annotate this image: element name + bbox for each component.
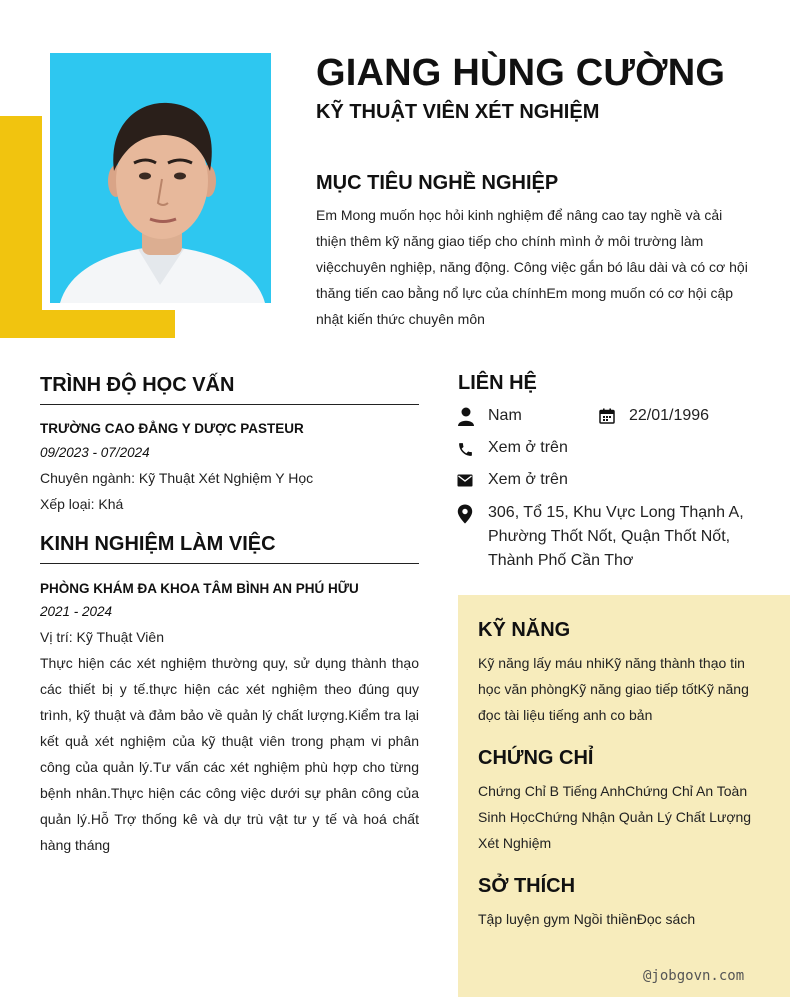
hobbies-heading: SỞ THÍCH xyxy=(478,875,576,897)
address-text: 306, Tổ 15, Khu Vực Long Thạnh A, Phường Thốt Nốt, Quận Thốt Nốt, Thành Phố Cần Thơ xyxy=(488,504,744,569)
person-icon xyxy=(457,407,475,425)
certificates-text: Chứng Chỉ B Tiếng AnhChứng Chỉ An Toàn Sinh HọcChứng Nhận Quản Lý Chất Lượng Xét Nghiệm xyxy=(478,783,752,851)
company-name: PHÒNG KHÁM ĐA KHOA TÂM BÌNH AN PHÚ HỮU xyxy=(40,581,359,596)
objective-heading: MỤC TIÊU NGHỀ NGHIỆP xyxy=(316,172,559,194)
phone-text: Xem ở trên xyxy=(488,439,568,456)
job-title: KỸ THUẬT VIÊN XÉT NGHIỆM xyxy=(316,101,600,123)
gender-text: Nam xyxy=(488,407,522,424)
experience-dates: 2021 - 2024 xyxy=(40,604,113,619)
skills-text: Kỹ năng lấy máu nhiKỹ năng thành thạo tin học văn phòngKỹ năng giao tiếp tốtKỹ năng đọc tài liệu tiếng anh co bản xyxy=(478,655,749,723)
location-pin-icon xyxy=(457,504,475,522)
calendar-icon xyxy=(599,408,617,426)
email-text: Xem ở trên xyxy=(488,471,568,488)
skills-heading: KỸ NĂNG xyxy=(478,619,571,641)
hobbies-text: Tập luyện gym Ngồi thiềnĐọc sách xyxy=(478,911,696,927)
profile-photo xyxy=(50,53,271,303)
experience-heading: KINH NGHIỆM LÀM VIỆC xyxy=(40,533,419,564)
watermark: @jobgovn.com xyxy=(643,968,745,984)
mail-icon xyxy=(457,474,475,492)
contact-heading: LIÊN HỆ xyxy=(458,372,537,394)
school-name: TRƯỜNG CAO ĐẲNG Y DƯỢC PASTEUR xyxy=(40,421,304,436)
birthdate-text: 22/01/1996 xyxy=(629,407,710,424)
education-heading: TRÌNH ĐỘ HỌC VẤN xyxy=(40,374,419,405)
experience-description: Thực hiện các xét nghiệm thường quy, sử dụng thành thạo các thiết bị y tế.thực hiện các xét nghiệm theo đúng quy trình, kỹ thuật và đảm bảo về quản lý chất lượng.Kiểm tra lại kết quả xét nghiệm của kỹ thuật viên trong phạm vi phân công của quản lý.Tư vấn các xét nghiệm phù hợp cho từng bệnh nhân.Thực hiện các công việc dưới sự phân công của quản lý.Hỗ Trợ thống kê và dự trù vật tư y tế và hoá chất hàng tháng xyxy=(40,655,419,853)
experience-position: Vị trí: Kỹ Thuật Viên xyxy=(40,629,164,645)
candidate-name: GIANG HÙNG CƯỜNG xyxy=(316,52,726,94)
education-grade: Xếp loại: Khá xyxy=(40,496,124,512)
certificates-heading: CHỨNG CHỈ xyxy=(478,747,594,769)
education-dates: 09/2023 - 07/2024 xyxy=(40,445,150,460)
education-major: Chuyên ngành: Kỹ Thuật Xét Nghiệm Y Học xyxy=(40,470,314,486)
objective-text: Em Mong muốn học hỏi kinh nghiệm để nâng cao tay nghề và cải thiện thêm kỹ năng giao tiếp cho chính mình ở môi trường làm việcchuyên nghiệp, năng động. Công việc gắn bó lâu dài và có cơ hội thăng tiến cao bằng nổ lực của chínhEm mong muốn có cơ hội cập nhật kiến thức chuyên môn xyxy=(316,207,748,327)
phone-icon xyxy=(457,441,475,459)
